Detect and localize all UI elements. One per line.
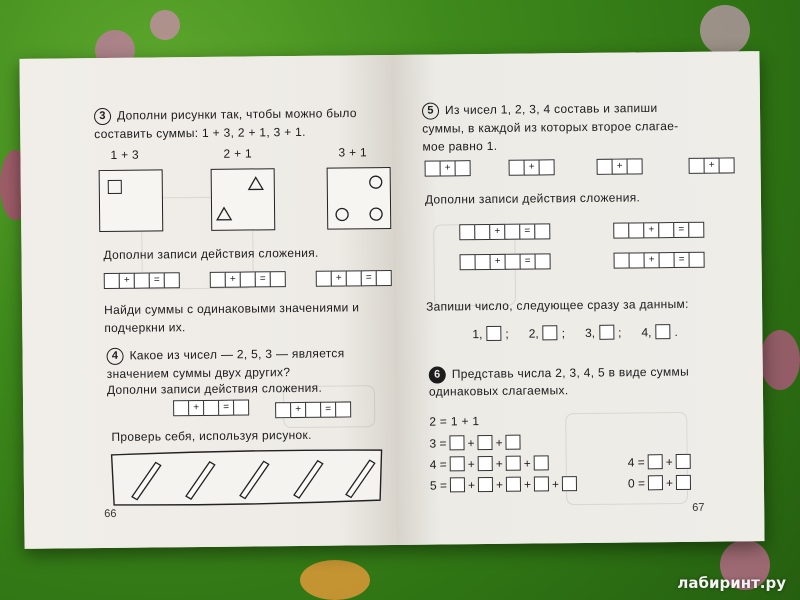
answer-box[interactable] [478, 456, 493, 471]
answer-box[interactable] [676, 475, 691, 490]
answer-box[interactable] [534, 223, 550, 239]
picture-label-2: 2 + 1 [223, 146, 253, 161]
equation-5 [430, 476, 577, 493]
equals-sign: = [673, 222, 689, 238]
answer-box[interactable] [614, 253, 630, 269]
answer-box[interactable] [535, 253, 551, 269]
answer-box[interactable] [173, 400, 189, 416]
answer-box[interactable] [658, 222, 674, 238]
answer-box[interactable] [477, 435, 492, 450]
plus-sign: + [665, 475, 674, 490]
answer-box[interactable] [203, 400, 219, 416]
answer-box[interactable] [505, 254, 521, 270]
answer-box[interactable] [275, 402, 291, 418]
equals-sign: = [520, 253, 536, 269]
open-workbook [19, 51, 764, 549]
find-sums-instruction-line2: подчеркни их. [104, 320, 186, 336]
left-page [19, 55, 397, 549]
equation-lhs: 0 = [627, 475, 646, 491]
check-yourself-instruction: Проверь себя, используя рисунок. [111, 427, 312, 444]
equals-sign: = [519, 223, 535, 239]
sequence-number: 2, [528, 325, 539, 341]
circle-icon [328, 168, 391, 229]
watermark-logo: лабиринт.ру [677, 574, 786, 592]
task6-text: Представь числа 2, 3, 4, 5 в виде суммы [451, 364, 690, 382]
picture-square-3 [327, 167, 392, 230]
plus-sign: + [495, 477, 504, 492]
answer-box[interactable] [233, 400, 249, 416]
task4-text-line3: Дополни записи действия сложения. [106, 380, 323, 397]
plus-sign: + [331, 270, 347, 286]
answer-box[interactable] [210, 272, 226, 288]
answer-box[interactable] [659, 252, 675, 268]
task4-text-line2: значением суммы двух других? [106, 365, 291, 381]
answer-box[interactable] [534, 476, 549, 491]
plus-sign: + [290, 402, 306, 418]
equation-4b [628, 454, 691, 470]
background-flower [150, 10, 180, 40]
equals-sign: = [320, 402, 336, 418]
answer-box[interactable] [539, 159, 555, 175]
task6-heading [429, 364, 689, 384]
answer-box[interactable] [689, 252, 705, 268]
task3-heading [94, 105, 357, 125]
plus-sign: + [495, 435, 503, 450]
plus-sign: + [440, 160, 456, 176]
answer-box[interactable] [676, 454, 691, 469]
equation-3 [429, 435, 520, 451]
picture-label-3: 3 + 1 [338, 145, 368, 160]
answer-box[interactable] [627, 158, 643, 174]
answer-boxes-row [689, 157, 734, 173]
plus-sign: + [467, 435, 475, 450]
answer-box[interactable] [305, 402, 321, 418]
plus-sign: + [119, 273, 135, 289]
answer-box[interactable] [270, 271, 286, 287]
answer-boxes-row [425, 160, 470, 176]
plus-sign: + [665, 454, 673, 469]
page-number-right: 67 [692, 501, 705, 514]
background-flower [300, 560, 370, 600]
equation-lhs: 4 = [429, 456, 447, 472]
plus-sign: + [612, 159, 628, 175]
next-number-row: 1, ; 2, ; 3, ; 4, . [472, 324, 678, 341]
equation-lhs: 5 = [429, 477, 448, 493]
answer-boxes-row [460, 253, 550, 270]
answer-box[interactable] [486, 326, 501, 341]
answer-box[interactable] [506, 477, 521, 492]
right-page [391, 51, 764, 545]
background-flower [700, 5, 750, 55]
sticks-frame-icon [110, 448, 385, 507]
task4-number: 4 [106, 348, 123, 365]
answer-box[interactable] [475, 254, 491, 270]
answer-box[interactable] [648, 475, 663, 490]
answer-box[interactable] [655, 324, 670, 339]
plus-sign: + [524, 159, 540, 175]
equals-sign: = [149, 272, 165, 288]
answer-box[interactable] [628, 222, 644, 238]
task5-text-line2: суммы, в каждой из которых второе слагае- [422, 118, 679, 136]
task5-text: Из чисел 1, 2, 3, 4 составь и запиши [444, 100, 658, 118]
picture-label-1: 1 + 3 [110, 147, 140, 162]
answer-box[interactable] [474, 224, 490, 240]
page-number-left: 66 [104, 507, 117, 521]
task3-text-line2: составить суммы: 1 + 3, 2 + 1, 3 + 1. [94, 124, 306, 142]
plus-sign: + [551, 476, 560, 491]
sticks-picture [110, 448, 385, 507]
answer-boxes-row [597, 158, 642, 174]
task5-text-line3: мое равно 1. [422, 138, 498, 154]
plus-sign: + [225, 272, 241, 288]
write-next-instruction: Запиши число, следующее сразу за данным: [425, 296, 689, 314]
plus-sign: + [188, 400, 204, 416]
equation-lhs: 3 = [429, 435, 447, 451]
answer-box[interactable] [104, 273, 120, 289]
sequence-number: 3, [584, 325, 596, 340]
answer-boxes-row [459, 223, 549, 240]
answer-box[interactable] [505, 435, 520, 450]
answer-box[interactable] [455, 160, 471, 176]
answer-box[interactable] [450, 477, 465, 492]
answer-box[interactable] [509, 160, 525, 176]
plus-sign: + [467, 456, 475, 471]
equation-4 [430, 455, 549, 471]
plus-sign: + [523, 477, 532, 492]
plus-sign: + [704, 158, 720, 174]
answer-box[interactable] [543, 325, 558, 340]
task5-number: 5 [422, 102, 439, 119]
task5-heading [422, 100, 658, 119]
answer-box[interactable] [506, 456, 521, 471]
answer-boxes-row [316, 270, 391, 287]
sequence-number: 4, [641, 324, 652, 339]
equation-2: 2 = 1 + 1 [429, 414, 480, 429]
answer-box[interactable] [478, 477, 493, 492]
plus-sign: + [490, 254, 506, 270]
answer-box[interactable] [425, 160, 441, 176]
answer-box[interactable] [134, 273, 150, 289]
find-sums-instruction: Найди суммы с одинаковыми значениями и [104, 300, 360, 318]
picture-square-2 [211, 168, 276, 231]
answer-boxes-row [613, 222, 703, 239]
plus-sign: + [489, 224, 505, 240]
answer-box[interactable] [597, 159, 613, 175]
task3-number: 3 [94, 108, 111, 125]
answer-box[interactable] [240, 271, 256, 287]
answer-box[interactable] [449, 435, 464, 450]
answer-box[interactable] [316, 271, 332, 287]
answer-boxes-row [210, 271, 285, 288]
sequence-number: 1, [472, 326, 483, 341]
equals-sign: = [218, 400, 234, 416]
complete-records-instruction: Дополни записи действия сложения. [103, 245, 319, 263]
answer-box[interactable] [460, 254, 476, 270]
plus-sign: + [643, 222, 659, 238]
equation-0 [628, 475, 691, 491]
triangle-icon [212, 169, 275, 230]
task4-text: Какое из чисел — 2, 5, 3 — является [129, 346, 345, 363]
answer-box[interactable] [689, 158, 705, 174]
small-square-shape [108, 180, 122, 194]
answer-box[interactable] [629, 252, 645, 268]
answer-boxes-row [173, 400, 248, 417]
task6-number: 6 [429, 366, 446, 383]
task3-text: Дополни рисунки так, чтобы можно было [116, 106, 357, 123]
task4-heading [106, 346, 344, 365]
equals-sign: = [255, 271, 271, 287]
answer-boxes-row [614, 252, 704, 269]
picture-square-1 [99, 169, 164, 232]
background-flower [760, 330, 800, 390]
plus-sign: + [644, 252, 660, 268]
plus-sign: + [523, 456, 531, 471]
answer-box[interactable] [164, 272, 180, 288]
answer-boxes-row [104, 272, 179, 289]
answer-box[interactable] [450, 456, 465, 471]
answer-box[interactable] [504, 224, 520, 240]
equals-sign: = [361, 270, 377, 286]
answer-boxes-row [509, 159, 554, 175]
complete-records-instruction: Дополни записи действия сложения. [424, 190, 641, 207]
answer-box[interactable] [562, 476, 577, 491]
answer-box[interactable] [648, 454, 663, 469]
answer-box[interactable] [335, 401, 351, 417]
plus-sign: + [495, 456, 503, 471]
answer-box[interactable] [346, 270, 362, 286]
answer-box[interactable] [599, 325, 614, 340]
answer-box[interactable] [534, 455, 549, 470]
plus-sign: + [467, 477, 476, 492]
answer-box[interactable] [613, 223, 629, 239]
equals-sign: = [674, 252, 690, 268]
answer-box[interactable] [459, 224, 475, 240]
equation-lhs: 4 = [627, 454, 645, 470]
task6-text-line2: одинаковых слагаемых. [428, 383, 569, 399]
answer-box[interactable] [688, 222, 704, 238]
answer-box[interactable] [376, 270, 392, 286]
answer-boxes-row [275, 401, 350, 418]
answer-box[interactable] [719, 157, 735, 173]
